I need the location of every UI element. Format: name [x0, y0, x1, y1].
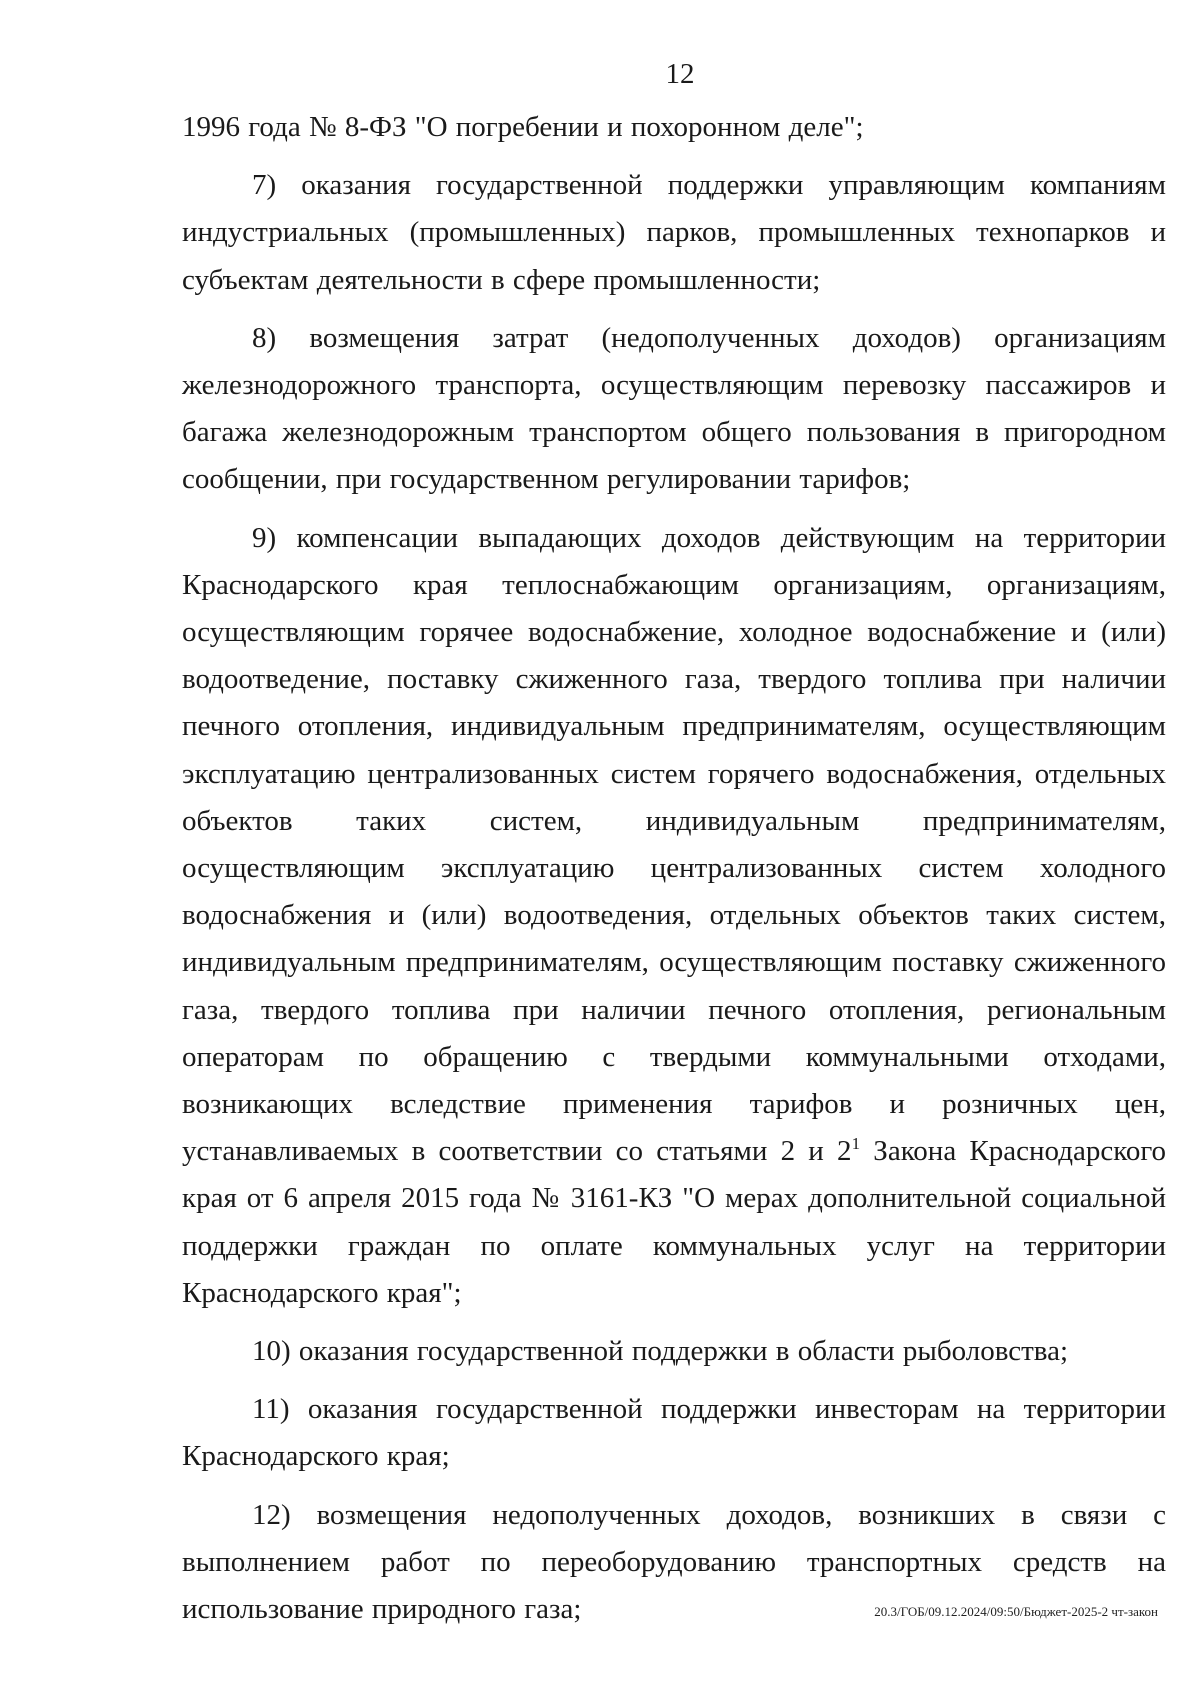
paragraph-item-9 [182, 515, 1166, 1317]
paragraph-item-10: 10) оказания государственной поддержки в области рыболовства; [252, 1335, 1069, 1368]
page-number: 12 [665, 58, 695, 90]
paragraph-item-9-text-after: Закона Краснодарского края от 6 апреля 2015 года № 3161-КЗ "О мерах дополнительной социальной поддержки граждан по оплате коммунальных услуг на территории Краснодарского края"; [182, 1135, 1166, 1309]
paragraph-item-9-text-before: 9) компенсации выпадающих доходов действующим на территории Краснодарского края теплоснабжающим организациям, организациям, осуществляющим горячее водоснабжение, холодное водоснабжение и (или) водоотведение, поставку сжиженного газа, твердого топлива при наличии печного отопления, индивидуальным предпринимателям, осуществляющим эксплуатацию централизованных систем горячего водоснабжения, отдельных объектов таких систем, индивидуальным предпринимателям, осуществляющим эксплуатацию централизованных систем холодного водоснабжения и (или) водоотведения, отдельных объектов таких систем, индивидуальным предпринимателям, осуществляющим поставку сжиженного газа, твердого топлива при наличии печного отопления, региональным операторам по обращению с твердыми коммунальными отходами, возникающих вследствие применения тарифов и розничных цен, устанавливаемых в соответствии со статьями 2 и 2 [182, 521, 1166, 1168]
paragraph-item-11: 11) оказания государственной поддержки инвесторам на территории Краснодарского края; [182, 1393, 1166, 1473]
paragraph-item-8: 8) возмещения затрат (недополученных доходов) организациям железнодорожного транспорта, осуществляющим перевозку пассажиров и багажа железнодорожным транспортом общего пользования в пригородном сообщении, при государственном регулировании тарифов; [182, 321, 1166, 496]
paragraph-item-12: 12) возмещения недополученных доходов, возникших в связи с выполнением работ по переоборудованию транспортных средств на использование природного газа; [182, 1498, 1166, 1626]
paragraph-continuation: 1996 года № 8-ФЗ "О погребении и похоронном деле"; [182, 111, 864, 143]
footer-document-stamp: 20.3/ГОБ/09.12.2024/09:50/Бюджет-2025-2 чт-закон [874, 1604, 1158, 1619]
paragraph-item-7: 7) оказания государственной поддержки управляющим компаниям индустриальных (промышленных) парков, промышленных технопарков и субъектам деятельности в сфере промышленности; [182, 169, 1166, 296]
document-body [182, 104, 1166, 1633]
superscript-article-number: 1 [851, 1134, 861, 1154]
